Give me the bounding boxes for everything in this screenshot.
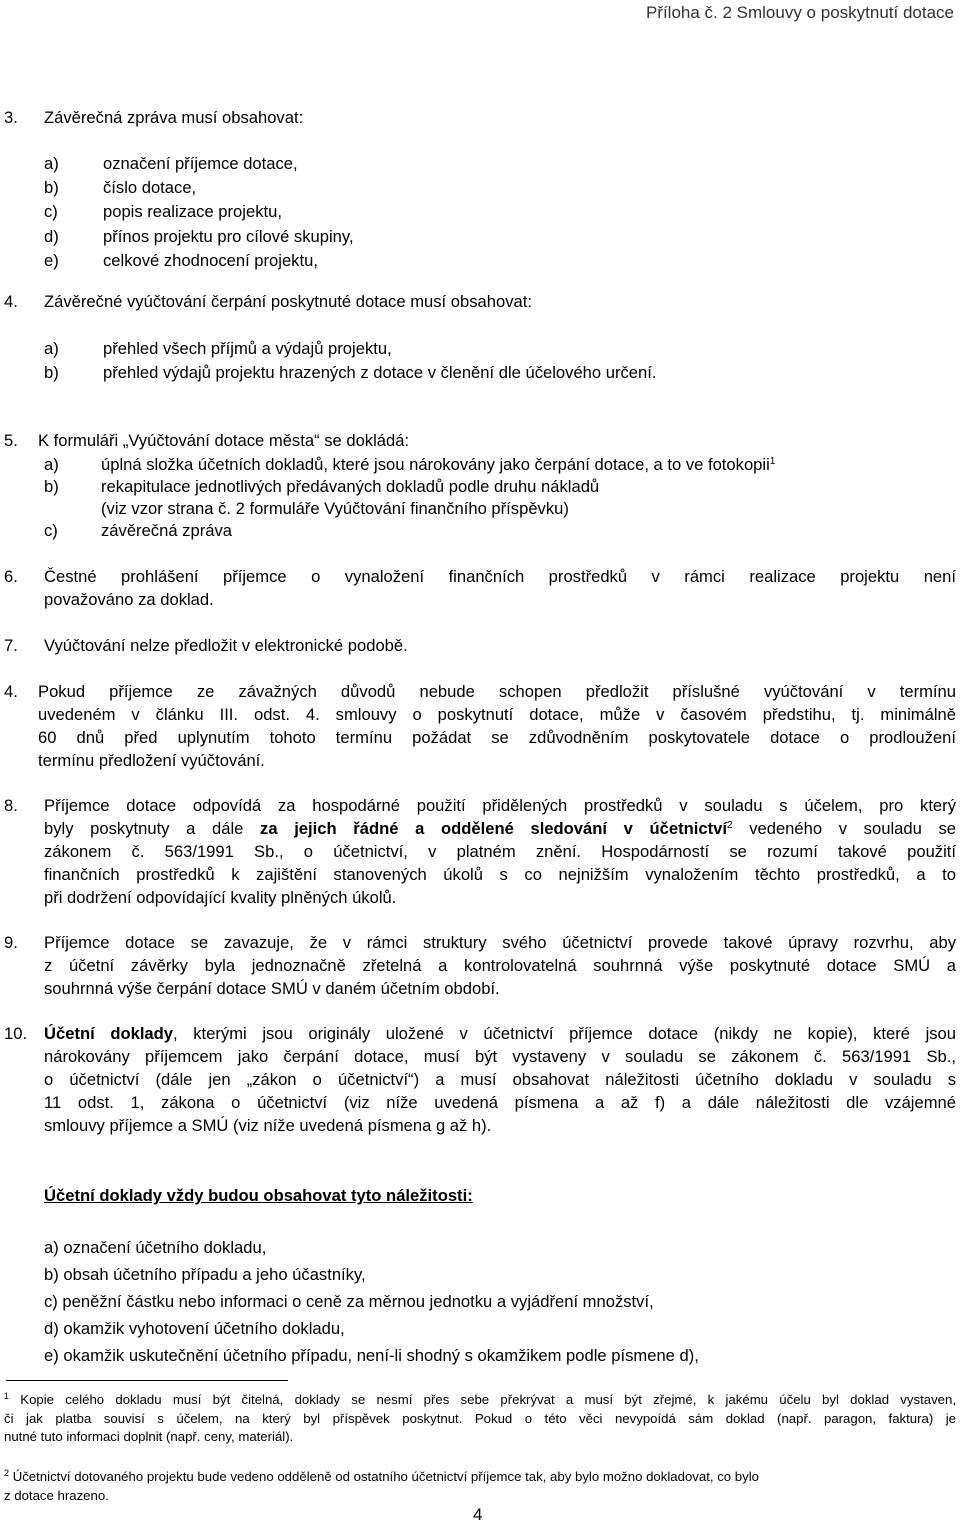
paragraph-line: Příjemce dotace se zavazuje, že v rámci struktury svého účetnictví provede takové úpravy rozvrhu, aby [44, 933, 956, 952]
list-label: a) [44, 154, 59, 173]
list-item: e) okamžik uskutečnění účetního případu, není-li shodný s okamžikem podle písmene d), [44, 1346, 699, 1365]
list-label: c) [44, 202, 58, 221]
list-label: e) [44, 251, 59, 270]
section-number: 4. [4, 682, 18, 701]
section-number: 5. [4, 431, 18, 450]
section-number: 3. [4, 108, 18, 127]
paragraph-line: Vyúčtování nelze předložit v elektronické podobě. [44, 636, 408, 655]
list-item: přehled výdajů projektu hrazených z dotace v členění dle účelového určení. [103, 363, 657, 382]
footnote-separator [6, 1380, 288, 1381]
list-label: a) [44, 339, 59, 358]
list-item: c) peněžní částku nebo informaci o ceně za měrnou jednotku a vyjádření množství, [44, 1292, 654, 1311]
footnote-line: nutné tuto informaci doplnit (např. ceny, materiál). [4, 1429, 294, 1444]
page-header: Příloha č. 2 Smlouvy o poskytnutí dotace [645, 3, 954, 22]
list-item: označení příjemce dotace, [103, 154, 298, 173]
footnote-2 [4, 1468, 956, 1505]
list-item-continuation: (viz vzor strana č. 2 formuláře Vyúčtování finančního příspěvku) [101, 499, 569, 518]
paragraph-line: zákonem č. 563/1991 Sb., o účetnictví, v platném znění. Hospodárností se rozumí takové použití [44, 842, 956, 861]
paragraph-line: Účetní doklady, kterými jsou originály uložené v účetnictví příjemce dotace (nikdy ne kopie), které jsou [44, 1024, 957, 1043]
footnote-line: z dotace hrazeno. [4, 1487, 109, 1503]
paragraph-line: o účetnictví (dále jen „zákon o účetnictví“) a musí obsahovat náležitosti účetního dokladu v souladu s [44, 1070, 956, 1089]
requirements-title: Účetní doklady vždy budou obsahovat tyto náležitosti: [44, 1186, 473, 1205]
list-item: d) okamžik vyhotovení účetního dokladu, [44, 1319, 345, 1338]
footnote-line: či jak platba souvisí s účelem, na který byl příspěvek poskytnut. Pokud o této věci nevypoídá sám doklad (např. paragon, faktura) je [4, 1410, 956, 1426]
paragraph-line: byly poskytnuty a dále za jejich řádné a oddělené sledování v účetnictví$^2$ vedeného v souladu se [44, 819, 956, 838]
section-title: Závěrečná zpráva musí obsahovat: [44, 108, 304, 127]
list-item: číslo dotace, [103, 178, 197, 197]
list-item: b) obsah účetního případu a jeho účastníky, [44, 1265, 366, 1284]
footnote-ref[interactable]: 2 [726, 820, 733, 831]
emphasis: za jejich řádné a oddělené sledování v účetnictví [260, 819, 727, 838]
list-item: přehled všech příjmů a výdajů projektu, [103, 339, 392, 358]
paragraph-line: 60 dnů před uplynutím tohoto termínu požádat se zdůvodněním poskytovatele dotace o prodloužení [38, 728, 956, 747]
footnote-line: $^2$ Účetnictví dotovaného projektu bude vedeno odděleně od ostatního účetnictví příjemce tak, aby bylo možno dokladovat, co bylo [4, 1468, 759, 1484]
paragraph-line: uvedeném v článku III. odst. 4. smlouvy o poskytnutí dotace, může v časovém předstihu, tj. minimálně [38, 705, 956, 724]
paragraph-line: termínu předložení vyúčtování. [38, 751, 265, 770]
list-item: a) označení účetního dokladu, [44, 1238, 267, 1257]
list-label: b) [44, 363, 59, 382]
paragraph-line: smlouvy příjemce a SMÚ (viz níže uvedená písmena g až h). [44, 1116, 492, 1135]
paragraph-line: považováno za doklad. [44, 590, 214, 609]
footnote-ref[interactable]: 1 [769, 456, 776, 467]
list-item: celkové zhodnocení projektu, [103, 251, 318, 270]
paragraph-line: Čestné prohlášení příjemce o vynaložení finančních prostředků v rámci realizace projektu není [44, 567, 956, 586]
list-item: úplná složka účetních dokladů, které jsou nárokovány jako čerpání dotace, a to ve fotokopii$^1$ [101, 455, 776, 474]
emphasis: Účetní doklady [44, 1024, 174, 1043]
list-label: b) [44, 178, 59, 197]
section-number: 6. [4, 567, 18, 586]
footnote-1 [4, 1391, 956, 1447]
list-item: závěrečná zpráva [101, 521, 232, 540]
paragraph-line: finančních prostředků k zajištění stanovených úkolů s co nejnižším vynaložením těchto prostředků, a to [44, 865, 956, 884]
section-number: 7. [4, 636, 18, 655]
list-label: d) [44, 227, 59, 246]
list-label: b) [44, 477, 59, 496]
list-item: přínos projektu pro cílové skupiny, [103, 227, 354, 246]
list-item: rekapitulace jednotlivých předávaných dokladů podle druhu nákladů [101, 477, 600, 496]
paragraph-line: při dodržení odpovídající kvality plněných úkolů. [44, 888, 397, 907]
paragraph-line: nárokovány příjemcem jako čerpání dotace, musí být vystaveny v souladu se zákonem č. 563/1991 Sb., [44, 1047, 956, 1066]
section-title: K formuláři „Vyúčtování dotace města“ se dokládá: [38, 431, 410, 450]
list-label: c) [44, 521, 58, 540]
footnote-line: $^1$ Kopie celého dokladu musí být čitelná, doklady se nesmí přes sebe překrývat a musí být zřejmé, k jakému účelu byl doklad vystaven, [4, 1391, 956, 1407]
section-number: 8. [4, 796, 18, 815]
paragraph-line: 11 odst. 1, zákona o účetnictví (viz níže uvedená písmena a až f) a dále náležitosti dle vzájemné [44, 1093, 956, 1112]
paragraph-line: Pokud příjemce ze závažných důvodů nebude schopen předložit příslušné vyúčtování v termínu [38, 682, 956, 701]
paragraph-line: z účetní závěrky byla jednoznačně zřetelná a kontrolovatelná souhrnná výše poskytnuté dotace SMÚ a [44, 956, 956, 975]
list-label: a) [44, 455, 59, 474]
paragraph-line: souhrnná výše čerpání dotace SMÚ v daném účetním období. [44, 979, 500, 998]
page-number: 4 [473, 1505, 483, 1524]
section-title: Závěrečné vyúčtování čerpání poskytnuté dotace musí obsahovat: [44, 292, 532, 311]
section-number: 4. [4, 292, 18, 311]
list-item: popis realizace projektu, [103, 202, 282, 221]
section-number: 10. [4, 1024, 28, 1043]
section-number: 9. [4, 933, 18, 952]
paragraph-line: Příjemce dotace odpovídá za hospodárné použití přidělených prostředků v souladu s účelem, pro který [44, 796, 956, 815]
